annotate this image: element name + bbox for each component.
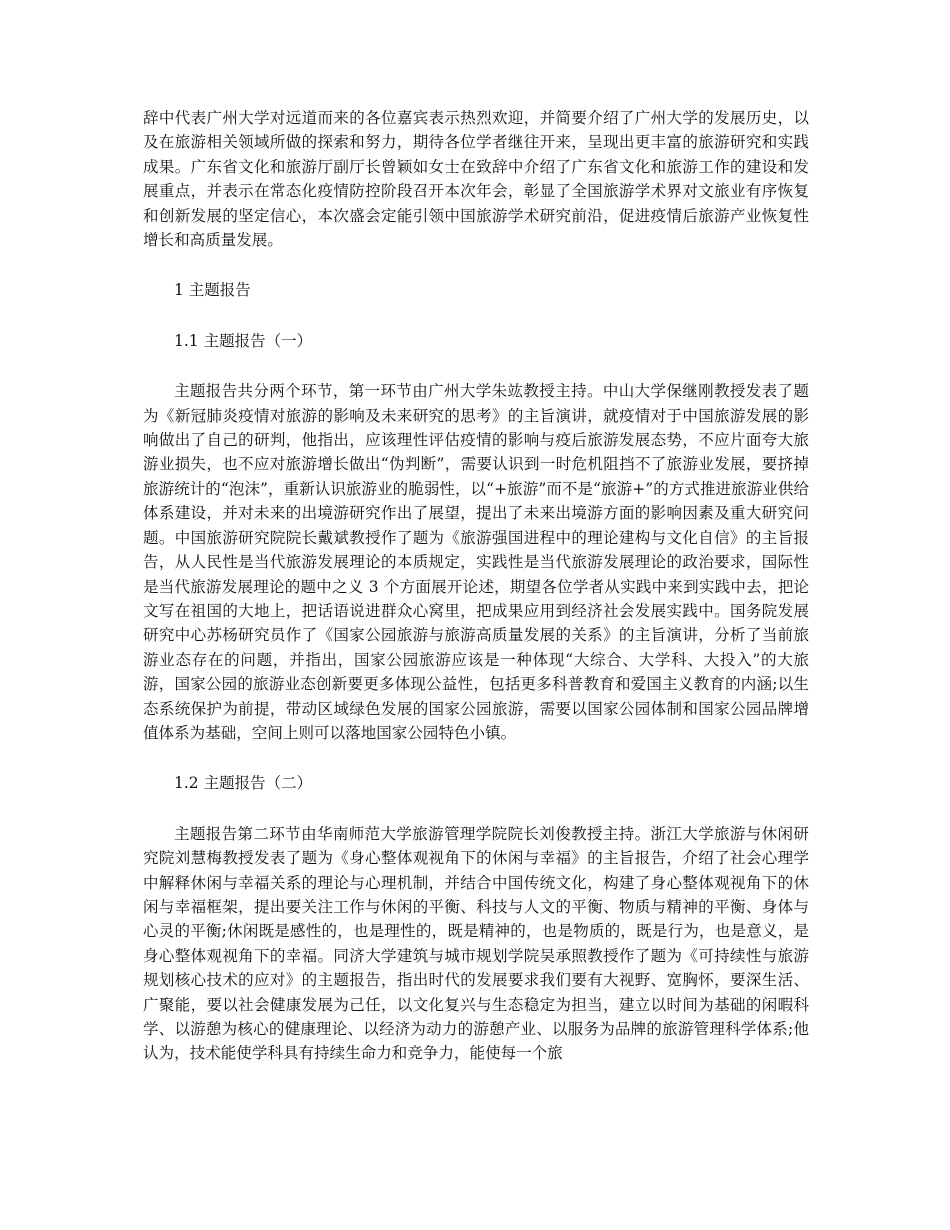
section-1-heading: 1 主题报告 bbox=[174, 281, 251, 300]
section-1-2-paragraph: 主题报告第二环节由华南师范大学旅游管理学院院长刘俊教授主持。浙江大学旅游与休闲研究院刘慧梅教授发表了题为《身心整体观视角下的休闲与幸福》的主旨报告，介绍了社会心理学中解释休闲与幸福关系的理论与心理机制，并结合中国传统文化，构建了身心整体观视角下的休闲与幸福框架，提出要关注工作与休闲的平衡、科技与人文的平衡、物质与精神的平衡、身体与心灵的平衡;休闲既是感性的，也是理性的，既是精神的，也是物质的，既是行为，也是意义，是身心整体观视角下的幸福。同济大学建筑与城市规划学院吴承照教授作了题为《可持续性与旅游规划核心技术的应对》的主题报告，指出时代的发展要求我们要有大视野、宽胸怀，要深生活、广聚能，要以社会健康发展为己任，以文化复兴与生态稳定为担当，建立以时间为基础的闲暇科学、以游憩为核心的健康理论、以经济为动力的游憩产业、以服务为品牌的旅游管理科学体系;他认为，技术能使学科具有持续生命力和竞争力，能使每一个旅 bbox=[143, 824, 809, 1063]
section-1-2-heading: 1.2 主题报告（二） bbox=[174, 774, 313, 793]
intro-paragraph: 辞中代表广州大学对远道而来的各位嘉宾表示热烈欢迎，并简要介绍了广州大学的发展历史，以及在旅游相关领域所做的探索和努力，期待各位学者继往开来，呈现出更丰富的旅游研究和实践成果。广东省文化和旅游厅副厅长曾颖如女士在致辞中介绍了广东省文化和旅游工作的建设和发展重点，并表示在常态化疫情防控阶段召开本次年会，彰显了全国旅游学术界对文旅业有序恢复和创新发展的坚定信心，本次盛会定能引领中国旅游学术研究前沿，促进疫情后旅游产业恢复性增长和高质量发展。 bbox=[143, 109, 809, 250]
section-1-1-heading: 1.1 主题报告（一） bbox=[174, 331, 313, 350]
section-1-1-paragraph: 主题报告共分两个环节，第一环节由广州大学朱竑教授主持。中山大学保继刚教授发表了题为《新冠肺炎疫情对旅游的影响及未来研究的思考》的主旨演讲，就疫情对于中国旅游发展的影响做出了自己的研判，他指出，应该理性评估疫情的影响与疫后旅游发展态势，不应片面夸大旅游业损失，也不应对旅游增长做出“伪判断”，需要认识到一时危机阻挡不了旅游业发展，要挤掉旅游统计的“泡沫”，重新认识旅游业的脆弱性，以“+旅游”而不是“旅游+”的方式推进旅游业供给体系建设，并对未来的出境游研究作出了展望，提出了未来出境游方面的影响因素及重大研究问题。中国旅游研究院院长戴斌教授作了题为《旅游强国进程中的理论建构与文化自信》的主旨报告，从人民性是当代旅游发展理论的本质规定，实践性是当代旅游发展理论的政治要求，国际性是当代旅游发展理论的题中之义 3 个方面展开论述，期望各位学者从实践中来到实践中去，把论文写在祖国的大地上，把话语说进群众心窝里，把成果应用到经济社会发展实践中。国务院发展研究中心苏杨研究员作了《国家公园旅游与旅游高质量发展的关系》的主旨演讲，分析了当前旅游业态存在的问题，并指出，国家公园旅游应该是一种体现“大综合、大学科、大投入”的大旅游，国家公园的旅游业态创新要更多体现公益性，包括更多科普教育和爱国主义教育的内涵;以生态系统保护为前提，带动区域绿色发展的国家公园旅游，需要以国家公园体制和国家公园品牌增值体系为基础，空间上则可以落地国家公园特色小镇。 bbox=[143, 382, 809, 742]
document-page bbox=[143, 106, 809, 1066]
